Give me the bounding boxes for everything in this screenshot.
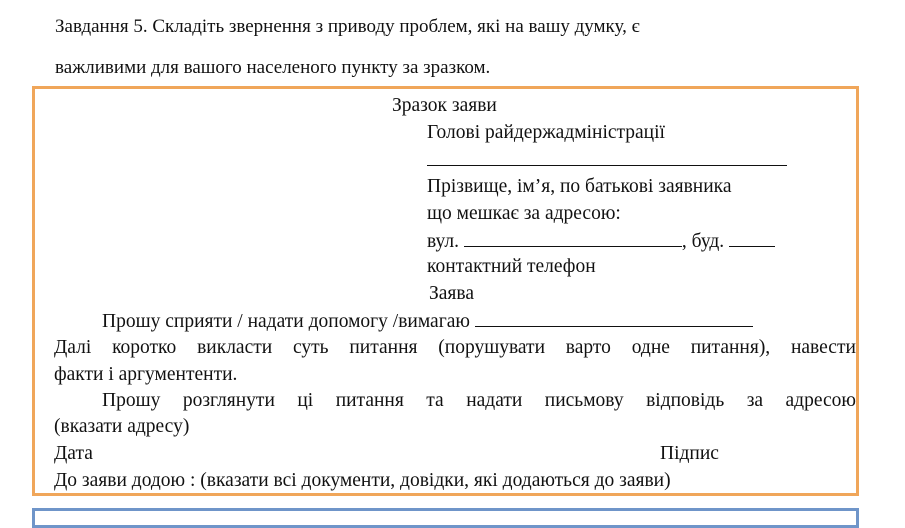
word: за [746, 390, 764, 411]
word: варто [565, 337, 611, 358]
word: Далі [54, 337, 92, 358]
word: письмову [544, 390, 624, 411]
street-line [427, 229, 775, 254]
blank-line [427, 148, 787, 166]
word: адресою [785, 390, 856, 411]
sample-heading: Зразок заяви [392, 95, 497, 116]
word: (порушувати [438, 337, 546, 358]
task-heading-line-2: важливими для вашого населеного пункту за зразком. [55, 57, 491, 78]
signature-label: Підпис [660, 443, 719, 464]
building-label: , буд. [681, 231, 725, 252]
street-label: вул. [427, 231, 460, 252]
street-blank [464, 229, 682, 247]
word: Прошу [102, 390, 161, 411]
word: навести [790, 337, 856, 358]
word: одне [631, 337, 670, 358]
word: відповідь [646, 390, 725, 411]
address-intro-line: що мешкає за адресою: [427, 203, 621, 224]
date-label: Дата [54, 443, 93, 464]
word: суть [292, 337, 329, 358]
addressee-line: Голові райдержадміністрації [427, 122, 665, 143]
body-line-1 [54, 336, 856, 360]
request-text: Прошу сприяти / надати допомогу /вимагаю [102, 311, 470, 332]
word: викласти [197, 337, 273, 358]
review-line-1 [102, 389, 856, 413]
body-line-2: факти і аргументенти. [54, 364, 238, 385]
addressee-name-blank [427, 148, 787, 173]
request-line [102, 309, 753, 334]
application-title: Заява [429, 283, 474, 304]
task-heading-line-1: Завдання 5. Складіть звернення з приводу проблем, які на вашу думку, є [55, 16, 640, 37]
word: ці [297, 390, 314, 411]
word: та [426, 390, 444, 411]
applicant-name-line: Прізвище, ім’я, по батькові заявника [427, 176, 732, 197]
word: питання [335, 390, 404, 411]
next-task-box [32, 508, 859, 528]
word: розглянути [182, 390, 275, 411]
word: питання [349, 337, 418, 358]
phone-line: контактний телефон [427, 256, 596, 277]
word: надати [466, 390, 523, 411]
word: коротко [112, 337, 177, 358]
word: питання), [690, 337, 771, 358]
review-line-2: (вказати адресу) [54, 416, 190, 437]
building-blank [729, 229, 775, 247]
attachments-line: До заяви додою : (вказати всі документи, довідки, які додаються до заяви) [54, 470, 671, 491]
request-blank [475, 309, 753, 327]
